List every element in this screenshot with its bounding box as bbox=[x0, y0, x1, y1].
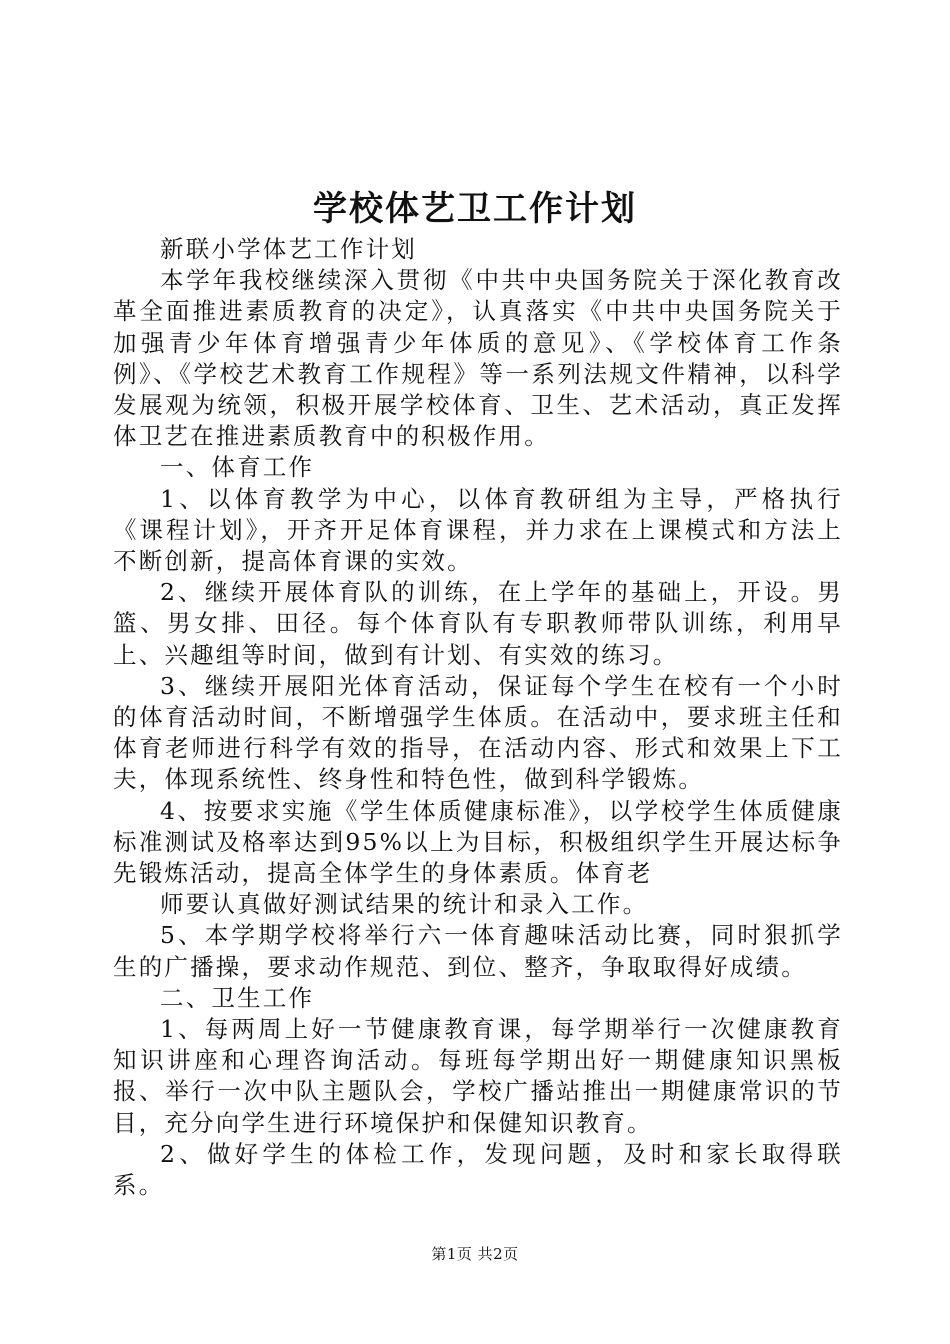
paragraph-sports-4: 4、按要求实施《学生体质健康标准》，以学校学生体质健康标准测试及格率达到95%以上为目标，积极组织学生开展达标争先锻炼活动，提高全体学生的身体素质。体育老 bbox=[113, 796, 843, 888]
paragraph-intro: 本学年我校继续深入贯彻《中共中央国务院关于深化教育改革全面推进素质教育的决定》，认真落实《中共中央国务院关于加强青少年体育增强青少年体质的意见》、《学校体育工作条例》、《学校艺术教育工作规程》等一系列法规文件精神，以科学发展观为统领，积极开展学校体育、卫生、艺术活动，真正发挥体卫艺在推进素质教育中的积极作用。 bbox=[113, 266, 843, 451]
section-heading-sports: 一、体育工作 bbox=[160, 453, 315, 482]
paragraph-health-2: 2、做好学生的体检工作，发现问题，及时和家长取得联系。 bbox=[113, 1139, 843, 1200]
paragraph-sports-2: 2、继续开展体育队的训练，在上学年的基础上，开设。男篮、男女排、田径。每个体育队有专职教师带队训练，利用早上、兴趣组等时间，做到有计划、有实效的练习。 bbox=[113, 578, 843, 669]
document-title: 学校体艺卫工作计划 bbox=[313, 189, 637, 229]
section-heading-health: 二、卫生工作 bbox=[160, 983, 315, 1012]
page-number-footer: 第1页 共2页 bbox=[431, 1245, 519, 1263]
paragraph-health-1: 1、每两周上好一节健康教育课，每学期举行一次健康教育知识讲座和心理咨询活动。每班每学期出好一期健康知识黑板报、举行一次中队主题队会，学校广播站推出一期健康常识的节目，充分向学生进行环境保护和保健知识教育。 bbox=[113, 1015, 843, 1137]
paragraph-sports-3: 3、继续开展阳光体育活动，保证每个学生在校有一个小时的体育活动时间，不断增强学生体质。在活动中，要求班主任和体育老师进行科学有效的指导，在活动内容、形式和效果上下工夫，体现系统性、终身性和特色性，做到科学锻炼。 bbox=[113, 671, 843, 794]
paragraph-sports-1: 1、以体育教学为中心，以体育教研组为主导，严格执行《课程计划》，开齐开足体育课程，并力求在上课模式和方法上不断创新，提高体育课的实效。 bbox=[113, 484, 843, 576]
paragraph-sports-5: 5、本学期学校将举行六一体育趣味活动比赛，同时狠抓学生的广播操，要求动作规范、到位、整齐，争取取得好成绩。 bbox=[113, 921, 843, 981]
paragraph-sports-4-continued: 师要认真做好测试结果的统计和录入工作。 bbox=[160, 890, 649, 919]
document-subtitle: 新联小学体艺工作计划 bbox=[160, 235, 417, 263]
document-body bbox=[113, 234, 843, 1201]
